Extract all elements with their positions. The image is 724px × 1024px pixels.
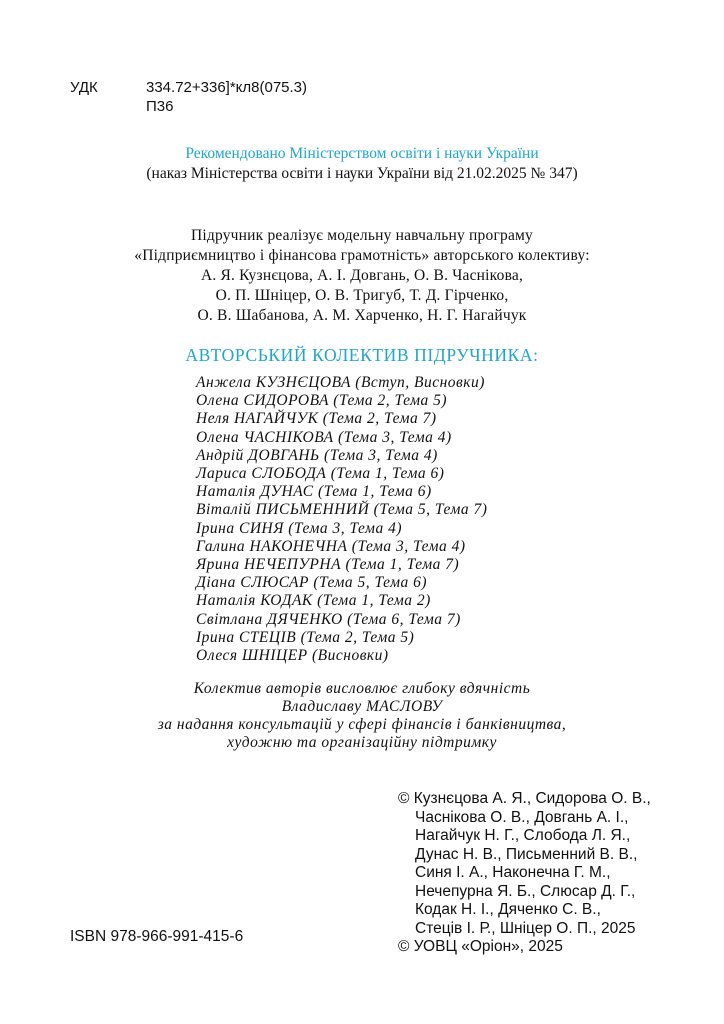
recommendation-line: Рекомендовано Міністерством освіти і науки України [185,145,539,162]
udk-block [70,78,307,116]
author-entry: Анжела КУЗНЄЦОВА (Вступ, Висновки) [196,374,485,391]
publisher-copyright: © УОВЦ «Оріон», 2025 [398,938,563,955]
bbk-row [70,97,307,116]
copyright-line: © Кузнєцова А. Я., Сидорова О. В., [398,790,651,807]
authors-list [196,374,487,665]
acknowledgement-line: Колектив авторів висловлює глибоку вдячність [193,680,531,697]
author-entry: Ірина СТЕЦІВ (Тема 2, Тема 5) [196,628,415,646]
copyright-line: Нечепурна Я. Б., Слюсар Д. Г., [415,882,636,900]
author-entry: Олена ЧАСНІКОВА (Тема 3, Тема 4) [196,428,452,446]
author-entry: Наталія КОДАК (Тема 1, Тема 2) [196,592,431,610]
author-entry: Лариса СЛОБОДА (Тема 1, Тема 6) [196,465,445,483]
program-line: А. Я. Кузнєцова, А. І. Довгань, О. В. Часнікова, [200,267,524,284]
author-entry: Світлана ДЯЧЕНКО (Тема 6, Тема 7) [196,610,461,628]
udk-code: 334.72+336]*кл8(075.3) [146,79,308,96]
isbn: ISBN 978-966-991-415-6 [70,928,244,945]
program-line: О. В. Шабанова, А. М. Харченко, Н. Г. Нагайчук [197,307,527,324]
author-entry: Неля НАГАЙЧУК (Тема 2, Тема 7) [196,410,437,428]
acknowledgement [0,680,724,752]
author-entry: Андрій ДОВГАНЬ (Тема 3, Тема 4) [196,446,438,464]
bbk-code: П36 [146,98,174,115]
copyright-line: Часнікова О. В., Довгань А. І., [415,808,629,826]
udk-label: УДК [70,79,98,96]
copyright-line: Нагайчук Н. Г., Слобода Л. Я., [415,827,631,844]
acknowledgement-line: за надання консультацій у сфері фінансів і банківництва, [157,716,567,733]
author-entry: Галина НАКОНЕЧНА (Тема 3, Тема 4) [196,537,466,555]
acknowledgement-name: Владиславу МАСЛОВУ [281,698,443,715]
author-entry: Ірина СИНЯ (Тема 3, Тема 4) [196,519,402,537]
program-line: Підручник реалізує модельну навчальну програму [190,227,533,244]
author-entry: Ярина НЕЧЕПУРНА (Тема 1, Тема 7) [196,556,460,574]
program-statement [0,226,724,326]
author-entry: Олеся ШНІЦЕР (Висновки) [196,647,389,665]
copyright-block [398,790,651,957]
acknowledgement-line: художню та організаційну підтримку [227,734,497,751]
author-entry: Віталій ПИСЬМЕННИЙ (Тема 5, Тема 7) [196,501,488,519]
recommendation [0,144,724,184]
author-entry: Діана СЛЮСАР (Тема 5, Тема 6) [196,574,428,592]
program-line: «Підприємництво і фінансова грамотність» авторського колективу: [134,247,590,264]
udk-row [70,78,307,97]
ministry-order-line: (наказ Міністерства освіти і науки України від 21.02.2025 № 347) [146,165,578,182]
author-entry: Наталія ДУНАС (Тема 1, Тема 6) [196,483,432,501]
copyright-line: Стеців І. Р., Шніцер О. П., 2025 [415,919,636,937]
copyright-line: Дунас Н. В., Письменний В. В., [415,845,638,863]
authors-heading: АВТОРСЬКИЙ КОЛЕКТИВ ПІДРУЧНИКА: [185,345,539,365]
copyright-line: Синя І. А., Наконечна Г. М., [415,864,611,881]
program-line: О. П. Шніцер, О. В. Тригуб, Т. Д. Гірченко, [215,287,509,304]
copyright-line: Кодак Н. І., Дяченко С. В., [415,901,601,918]
author-entry: Олена СИДОРОВА (Тема 2, Тема 5) [196,392,448,410]
